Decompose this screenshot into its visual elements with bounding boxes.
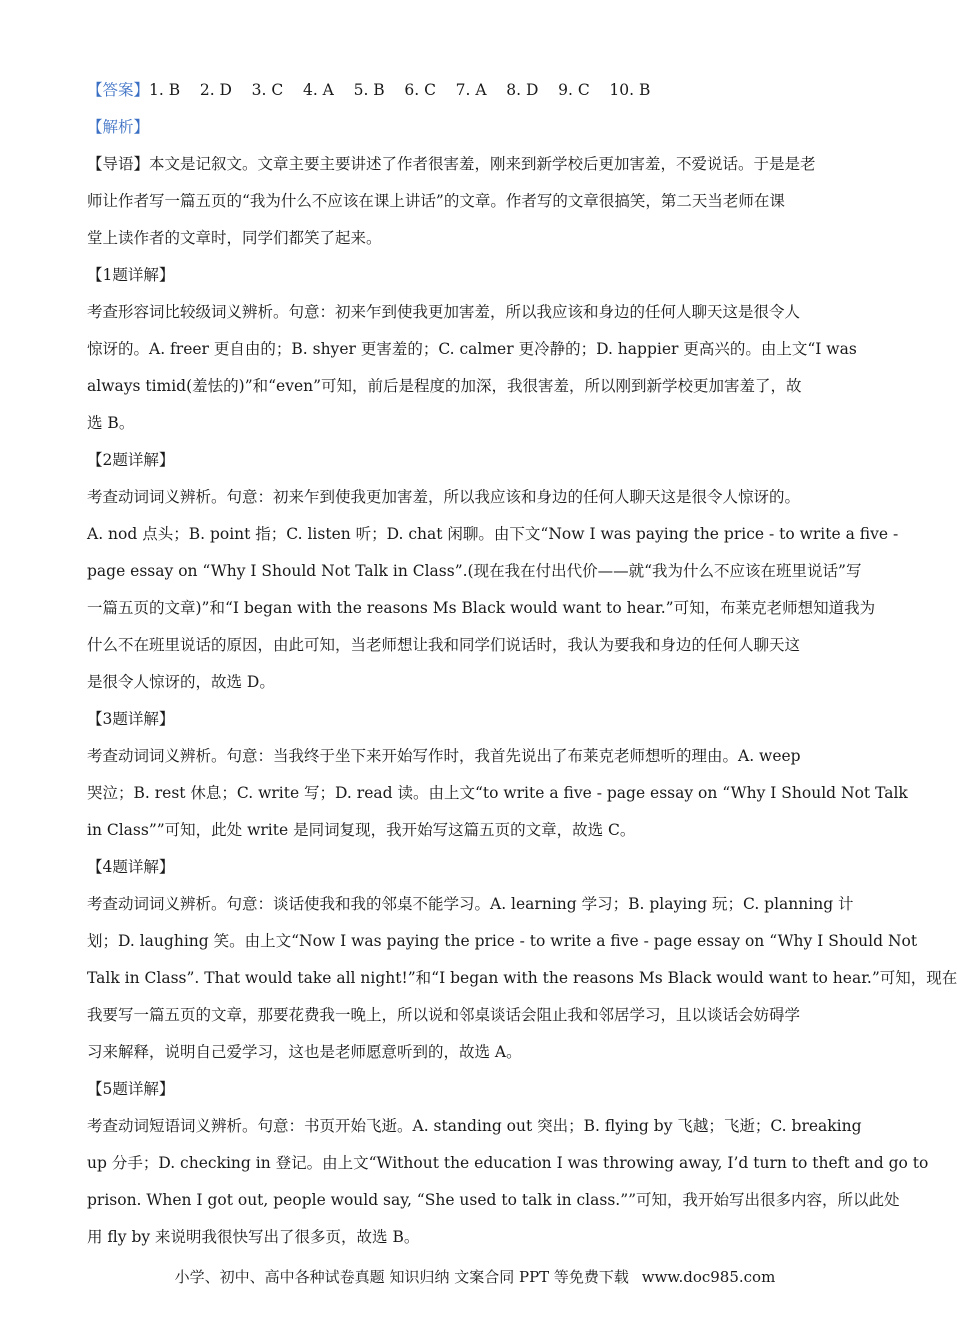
section-4: [87, 849, 957, 1071]
section-line: 考查动词词义辨析。句意：谈话使我和我的邻桌不能学习。A. learning 学习；B. playing 玩；C. planning 计: [87, 895, 854, 913]
section-line: 是很令人惊讶的，故选 D。: [87, 673, 275, 691]
section-line: up 分手；D. checking in 登记。由上文“Without the education I was throwing away, I’d turn to theft and go to: [87, 1154, 929, 1172]
document-content: [87, 72, 957, 1256]
answer-text: 1. B 2. D 3. C 4. A 5. B 6. C 7. A 8. D 9. C 10. B: [149, 81, 651, 99]
section-1: [87, 257, 867, 442]
section-2: [87, 442, 899, 701]
section-line: 什么不在班里说话的原因，由此可知，当老师想让我和同学们说话时，我认为要我和身边的任何人聊天这: [87, 636, 801, 654]
section-line: 考查形容词比较级词义辨析。句意：初来乍到使我更加害羞，所以我应该和身边的任何人聊天这是很令人: [87, 303, 801, 321]
section-title: 【5题详解】: [87, 1080, 175, 1098]
section-line: 考查动词短语词义辨析。句意：书页开始飞逝。A. standing out 突出；B. flying by 飞越；飞逝；C. breaking: [87, 1117, 862, 1135]
footer-url[interactable]: www.doc985.com: [641, 1268, 776, 1286]
section-line: 习来解释，说明自己爱学习，这也是老师愿意听到的，故选 A。: [87, 1043, 522, 1061]
section-title: 【3题详解】: [87, 710, 175, 728]
section-line: page essay on “Why I Should Not Talk in Class”.(现在我在付出代价——就“我为什么不应该在班里说话”写: [87, 562, 862, 580]
intro-line: 堂上读作者的文章时，同学们都笑了起来。: [87, 229, 382, 247]
section-line: 用 fly by 来说明我很快写出了很多页，故选 B。: [87, 1228, 420, 1246]
section-line: 考查动词词义辨析。句意：当我终于坐下来开始写作时，我首先说出了布莱克老师想听的理由。A. weep: [87, 747, 801, 765]
section-5: [87, 1071, 929, 1256]
section-title: 【2题详解】: [87, 451, 175, 469]
section-line: always timid(羞怯的)”和“even”可知，前后是程度的加深，我很害羞，所以刚到新学校更加害羞了，故: [87, 377, 802, 395]
section-title: 【1题详解】: [87, 266, 175, 284]
section-line: A. nod 点头；B. point 指；C. listen 听；D. chat 闲聊。由下文“Now I was paying the price - to write a five -: [87, 525, 899, 543]
section-line: Talk in Class”. That would take all night!”和“I began with the reasons Ms Black would want to hear.”可知，现在: [87, 969, 957, 987]
section-line: 哭泣；B. rest 休息；C. write 写；D. read 读。由上文“to write a five - page essay on “Why I Should Not Talk: [87, 784, 908, 802]
intro-paragraph: [87, 146, 867, 257]
page-footer: [0, 1266, 950, 1287]
answer-line: [87, 72, 867, 109]
section-line: 我要写一篇五页的文章，那要花费我一晚上，所以说和邻桌谈话会阻止我和邻居学习，且以谈话会妨碍学: [87, 1006, 801, 1024]
intro-label: 【导语】: [87, 155, 150, 173]
section-line: 选 B。: [87, 414, 135, 432]
section-line: 一篇五页的文章)”和“I began with the reasons Ms Black would want to hear.”可知，布莱克老师想知道我为: [87, 599, 876, 617]
section-line: prison. When I got out, people would say, “She used to talk in class.””可知，我开始写出很多内容，所以此处: [87, 1191, 900, 1209]
footer-text: 小学、初中、高中各种试卷真题 知识归纳 文案合同 PPT 等免费下载: [174, 1268, 629, 1286]
section-line: in Class””可知，此处 write 是同词复现，我开始写这篇五页的文章，故选 C。: [87, 821, 636, 839]
section-line: 惊讶的。A. freer 更自由的；B. shyer 更害羞的；C. calmer 更冷静的；D. happier 更高兴的。由上文“I was: [87, 340, 857, 358]
section-line: 划；D. laughing 笑。由上文“Now I was paying the price - to write a five - page essay on “Why I Should Not: [87, 932, 918, 950]
section-3: [87, 701, 908, 849]
analysis-label: 【解析】: [87, 118, 150, 136]
section-line: 考查动词词义辨析。句意：初来乍到使我更加害羞，所以我应该和身边的任何人聊天这是很令人惊讶的。: [87, 488, 801, 506]
section-title: 【4题详解】: [87, 858, 175, 876]
intro-line: 师让作者写一篇五页的“我为什么不应该在课上讲话”的文章。作者写的文章很搞笑，第二天当老师在课: [87, 192, 785, 210]
answer-label: 【答案】: [87, 81, 150, 99]
intro-line: 本文是记叙文。文章主要主要讲述了作者很害羞，刚来到新学校后更加害羞，不爱说话。于是是老: [149, 155, 816, 173]
